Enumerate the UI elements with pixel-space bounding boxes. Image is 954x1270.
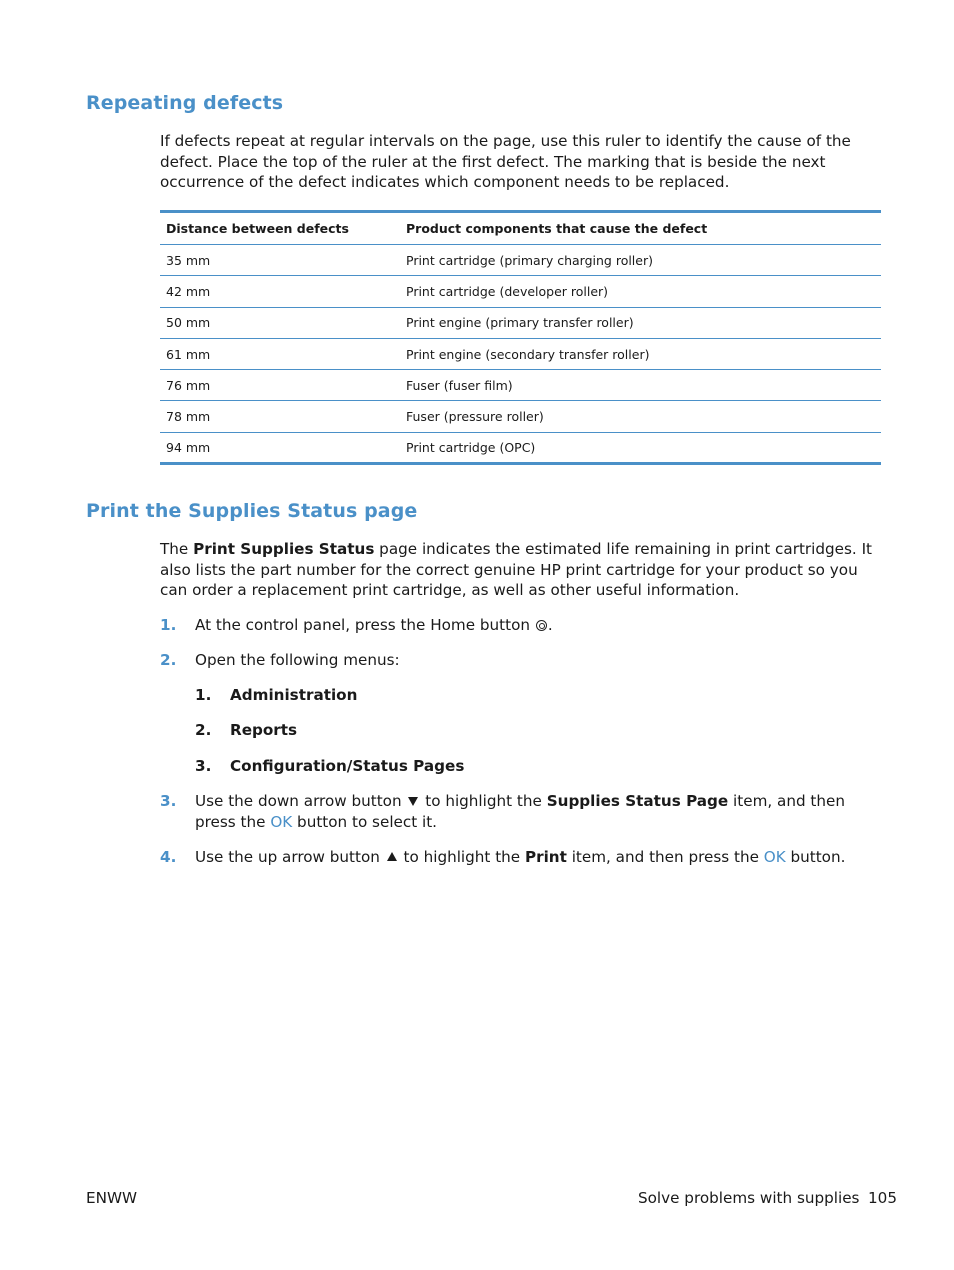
component-cell: Print engine (primary transfer roller) [400,307,881,338]
table-row [160,245,881,276]
section-title-supplies-status: Print the Supplies Status page [86,500,418,522]
distance-cell: 76 mm [160,370,400,401]
step-number: 3. [160,792,177,810]
component-cell: Fuser (pressure roller) [400,401,881,432]
distance-cell: 50 mm [160,307,400,338]
component-cell: Print cartridge (primary charging roller) [400,245,881,276]
distance-cell: 61 mm [160,338,400,369]
ok-button-label: OK [270,813,293,831]
table-row [160,307,881,338]
footer-enww: ENWW [86,1189,137,1207]
component-cell: Print engine (secondary transfer roller) [400,338,881,369]
table-row [160,276,881,307]
menu-item-administration: 1. Administration [195,686,358,704]
distance-cell: 94 mm [160,432,400,463]
print-supplies-status-term: Print Supplies Status [193,540,375,558]
ok-button-label: OK [763,848,786,866]
table-row [160,370,881,401]
table-header-row [160,212,881,245]
table-row [160,338,881,369]
component-cell: Print cartridge (developer roller) [400,276,881,307]
section-title-repeating-defects: Repeating defects [86,92,284,114]
menu-item-reports: 2. Reports [195,721,298,739]
down-arrow-icon [408,797,418,806]
home-icon [536,620,547,631]
menu-item-configuration-status-pages: 3. Configuration/Status Pages [195,757,465,775]
up-arrow-icon [387,852,397,861]
distance-cell: 35 mm [160,245,400,276]
supplies-status-intro: The Print Supplies Status page indicates the estimated life remaining in print cartridges. It also lists the part number for the correct genuine HP print cartridge for your product so you can order a replacement print cartridge, as well as other useful information. [160,540,873,599]
distance-cell: 78 mm [160,401,400,432]
table-row [160,401,881,432]
repeating-defects-intro: If defects repeat at regular intervals on the page, use this ruler to identify the cause of the defect. Place the top of the ruler at the first defect. The marking that is beside the next occurrence of the defect indicates which component needs to be replaced. [160,132,851,191]
header-distance: Distance between defects [160,212,400,245]
defects-table [160,210,881,465]
footer-page-number: 105 [868,1189,897,1207]
step-number: 2. [160,651,177,669]
footer-section-title: Solve problems with supplies [638,1189,860,1207]
table-row [160,432,881,463]
header-components: Product components that cause the defect [400,212,881,245]
component-cell: Fuser (fuser film) [400,370,881,401]
step-number: 4. [160,848,177,866]
component-cell: Print cartridge (OPC) [400,432,881,463]
step-number: 1. [160,616,177,634]
distance-cell: 42 mm [160,276,400,307]
